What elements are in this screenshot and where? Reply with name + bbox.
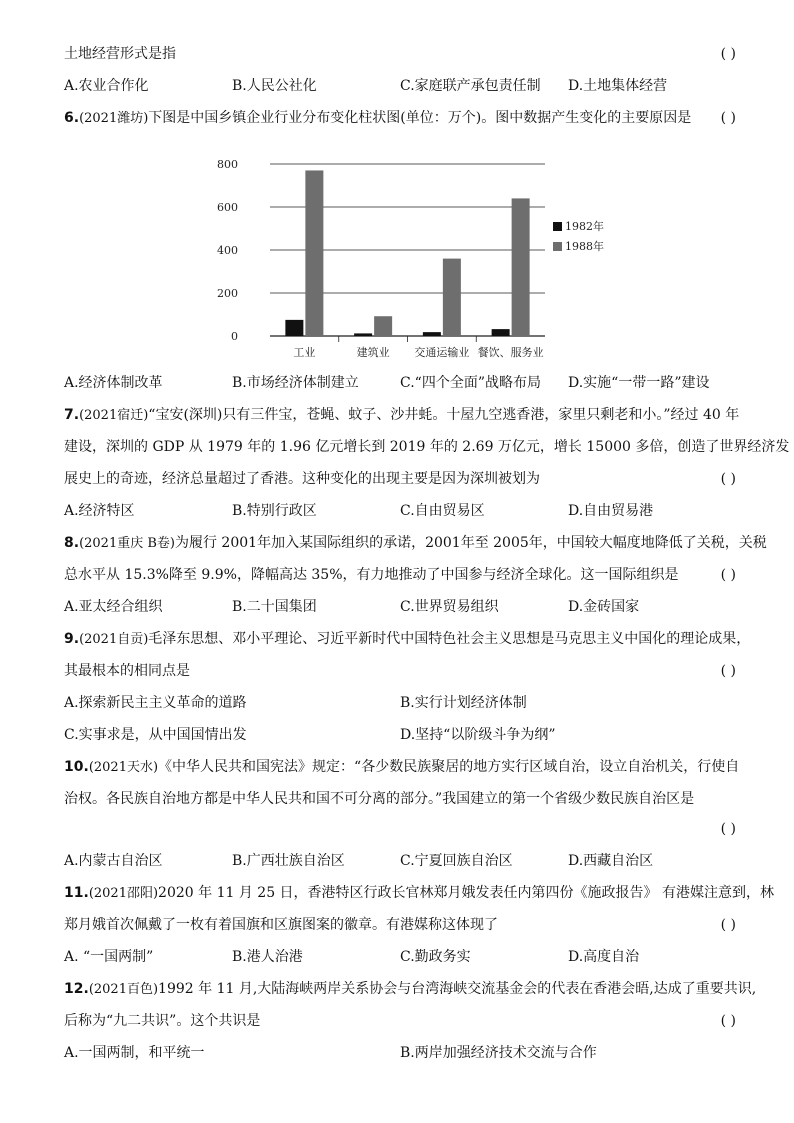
q6-option-a: A.经济体制改革 [64, 375, 163, 391]
q6-stem [64, 109, 736, 128]
q11-option-d: D.高度自治 [568, 949, 640, 965]
x-tick-label-交通运输业: 交通运输业 [414, 346, 470, 359]
y-tick-label-600: 600 [217, 201, 238, 214]
q5-stem: 土地经营形式是指 [64, 46, 176, 62]
y-tick-label-0: 0 [231, 330, 238, 343]
bar-1982年-餐饮、服务业 [492, 329, 510, 336]
q6-option-c: C.“四个全面”战略布局 [400, 375, 541, 391]
q11-stem-line1 [64, 884, 775, 903]
q11-text-1: 2020 年 11 月 25 日，香港特区行政长官林郑月娥发表任内第四份《施政报告》 有港媒注意到，林 [158, 885, 775, 901]
q9-source: (2021自贡) [79, 632, 149, 647]
q7-option-a: A.经济特区 [64, 503, 135, 519]
q8-stem-line2: 总水平从 15.3%降至 9.9%，降幅高达 35%，有力地推动了中国参与经济全球化。这一国际组织是 [64, 567, 679, 583]
chart-legend [553, 219, 604, 253]
q9-option-c: C.实事求是，从中国国情出发 [64, 727, 247, 743]
q9-text-1: 毛泽东思想、邓小平理论、习近平新时代中国特色社会主义思想是马克思主义中国化的理论成果， [148, 631, 751, 647]
x-tick-label-建筑业: 建筑业 [356, 346, 390, 359]
q6-text: 下图是中国乡镇企业行业分布变化柱状图(单位：万个)。图中数据产生变化的主要原因是 [148, 110, 692, 126]
q12-stem-line1 [64, 980, 757, 999]
q11-option-a: A. “一国两制” [64, 949, 154, 965]
q8-stem-line1 [64, 534, 767, 553]
q11-answer-bracket: ( ) [720, 917, 736, 933]
bar-1982年-交通运输业 [423, 332, 441, 336]
q9-stem-line2: 其最根本的相同点是 [64, 663, 190, 679]
legend-swatch-1988年 [553, 242, 562, 251]
bar-1988年-餐饮、服务业 [512, 198, 530, 336]
chart-x-labels [293, 345, 543, 359]
bar-1982年-建筑业 [354, 333, 372, 336]
q6-source: (2021潍坊) [79, 111, 149, 126]
legend-swatch-1982年 [553, 222, 562, 231]
township-enterprise-bar-chart [200, 150, 620, 360]
q5-option-a: A.农业合作化 [64, 78, 149, 94]
q7-answer-bracket: ( ) [720, 471, 736, 487]
q8-option-c: C.世界贸易组织 [400, 599, 499, 615]
q9-option-b: B.实行计划经济体制 [400, 695, 527, 711]
q11-stem-line2: 郑月娥首次佩戴了一枚有着国旗和区旗图案的徽章。有港媒称这体现了 [64, 917, 498, 933]
q7-stem-line3: 展史上的奇迹，经济总量超过了香港。这种变化的出现主要是因为深圳被划为 [64, 471, 540, 487]
y-tick-label-400: 400 [217, 244, 238, 257]
q12-stem-line2: 后称为“九二共识”。这个共识是 [64, 1013, 261, 1029]
q8-number: 8. [64, 535, 80, 551]
bar-1982年-工业 [285, 320, 303, 336]
q12-answer-bracket: ( ) [720, 1013, 736, 1029]
q7-number: 7. [64, 407, 80, 423]
q6-option-d: D.实施“一带一路”建设 [568, 375, 710, 391]
q9-option-d: D.坚持“以阶级斗争为纲” [400, 727, 556, 743]
y-tick-label-200: 200 [217, 287, 238, 300]
q7-option-d: D.自由贸易港 [568, 503, 654, 519]
legend-label-1988年: 1988年 [565, 240, 604, 253]
q10-option-b: B.广西壮族自治区 [232, 853, 345, 869]
q9-number: 9. [64, 631, 80, 647]
q11-number: 11. [64, 885, 89, 901]
q9-option-a: A.探索新民主主义革命的道路 [64, 695, 247, 711]
q12-option-b: B.两岸加强经济技术交流与合作 [400, 1045, 597, 1061]
q7-stem-line2: 建设，深圳的 GDP 从 1979 年的 1.96 亿元增长到 2019 年的 2.69 万亿元，增长 15000 多倍，创造了世界经济发 [64, 439, 790, 455]
q5-option-b: B.人民公社化 [232, 78, 317, 94]
q9-answer-bracket: ( ) [720, 663, 736, 679]
q7-option-b: B.特别行政区 [232, 503, 317, 519]
q10-option-d: D.西藏自治区 [568, 853, 654, 869]
q9-stem-line1 [64, 630, 751, 649]
q10-source: (2021天水) [88, 760, 159, 775]
chart-bars [285, 170, 529, 336]
q8-source: (2021重庆 B卷) [79, 536, 175, 551]
q8-answer-bracket: ( ) [720, 567, 736, 583]
chart-y-ticks [217, 158, 238, 343]
legend-label-1982年: 1982年 [565, 220, 604, 233]
q7-text-1: “宝安(深圳)只有三件宝，苍蝇、蚊子、沙井蚝。十屋九空逃香港，家里只剩老和小。”经过 40 年 [148, 407, 740, 423]
q5-answer-bracket: ( ) [720, 46, 736, 62]
q12-text-1: 1992 年 11 月,大陆海峡两岸关系协会与台湾海峡交流基金会的代表在香港会晤,达成了重要共识, [158, 981, 757, 997]
x-tick-label-餐饮、服务业: 餐饮、服务业 [477, 346, 544, 359]
q8-option-a: A.亚太经合组织 [64, 599, 163, 615]
q6-answer-bracket: ( ) [720, 110, 736, 126]
q8-text-1: 为履行 2001年加入某国际组织的承诺，2001年至 2005年，中国较大幅度地降低了关税，关税 [174, 535, 767, 551]
bar-1988年-建筑业 [374, 316, 392, 336]
q5-option-d: D.土地集体经营 [568, 78, 668, 94]
q10-text-1: 《中华人民共和国宪法》规定：“各少数民族聚居的地方实行区域自治，设立自治机关，行使自 [158, 759, 740, 775]
q10-stem-line2: 治权。各民族自治地方都是中华人民共和国不可分离的部分。”我国建立的第一个省级少数民族自治区是 [64, 791, 695, 807]
q10-answer-bracket: ( ) [720, 821, 736, 837]
bar-1988年-交通运输业 [443, 259, 461, 336]
y-tick-label-800: 800 [217, 158, 238, 171]
q10-option-c: C.宁夏回族自治区 [400, 853, 513, 869]
q11-option-b: B.港人治港 [232, 949, 303, 965]
q7-source: (2021宿迁) [79, 408, 149, 423]
q7-stem-line1 [64, 406, 740, 425]
q7-option-c: C.自由贸易区 [400, 503, 485, 519]
q10-stem-line1 [64, 758, 740, 777]
q10-option-a: A.内蒙古自治区 [64, 853, 163, 869]
q12-source: (2021百色) [88, 982, 159, 997]
q6-number: 6. [64, 110, 80, 126]
q8-option-b: B.二十国集团 [232, 599, 317, 615]
x-tick-label-工业: 工业 [293, 346, 316, 359]
q6-option-b: B.市场经济体制建立 [232, 375, 359, 391]
bar-1988年-工业 [305, 170, 323, 336]
q11-option-c: C.勤政务实 [400, 949, 471, 965]
q12-number: 12. [64, 981, 89, 997]
q10-number: 10. [64, 759, 89, 775]
q11-source: (2021邵阳) [88, 886, 159, 901]
q12-option-a: A.一国两制，和平统一 [64, 1045, 205, 1061]
q8-option-d: D.金砖国家 [568, 599, 640, 615]
q5-option-c: C.家庭联产承包责任制 [400, 78, 541, 94]
